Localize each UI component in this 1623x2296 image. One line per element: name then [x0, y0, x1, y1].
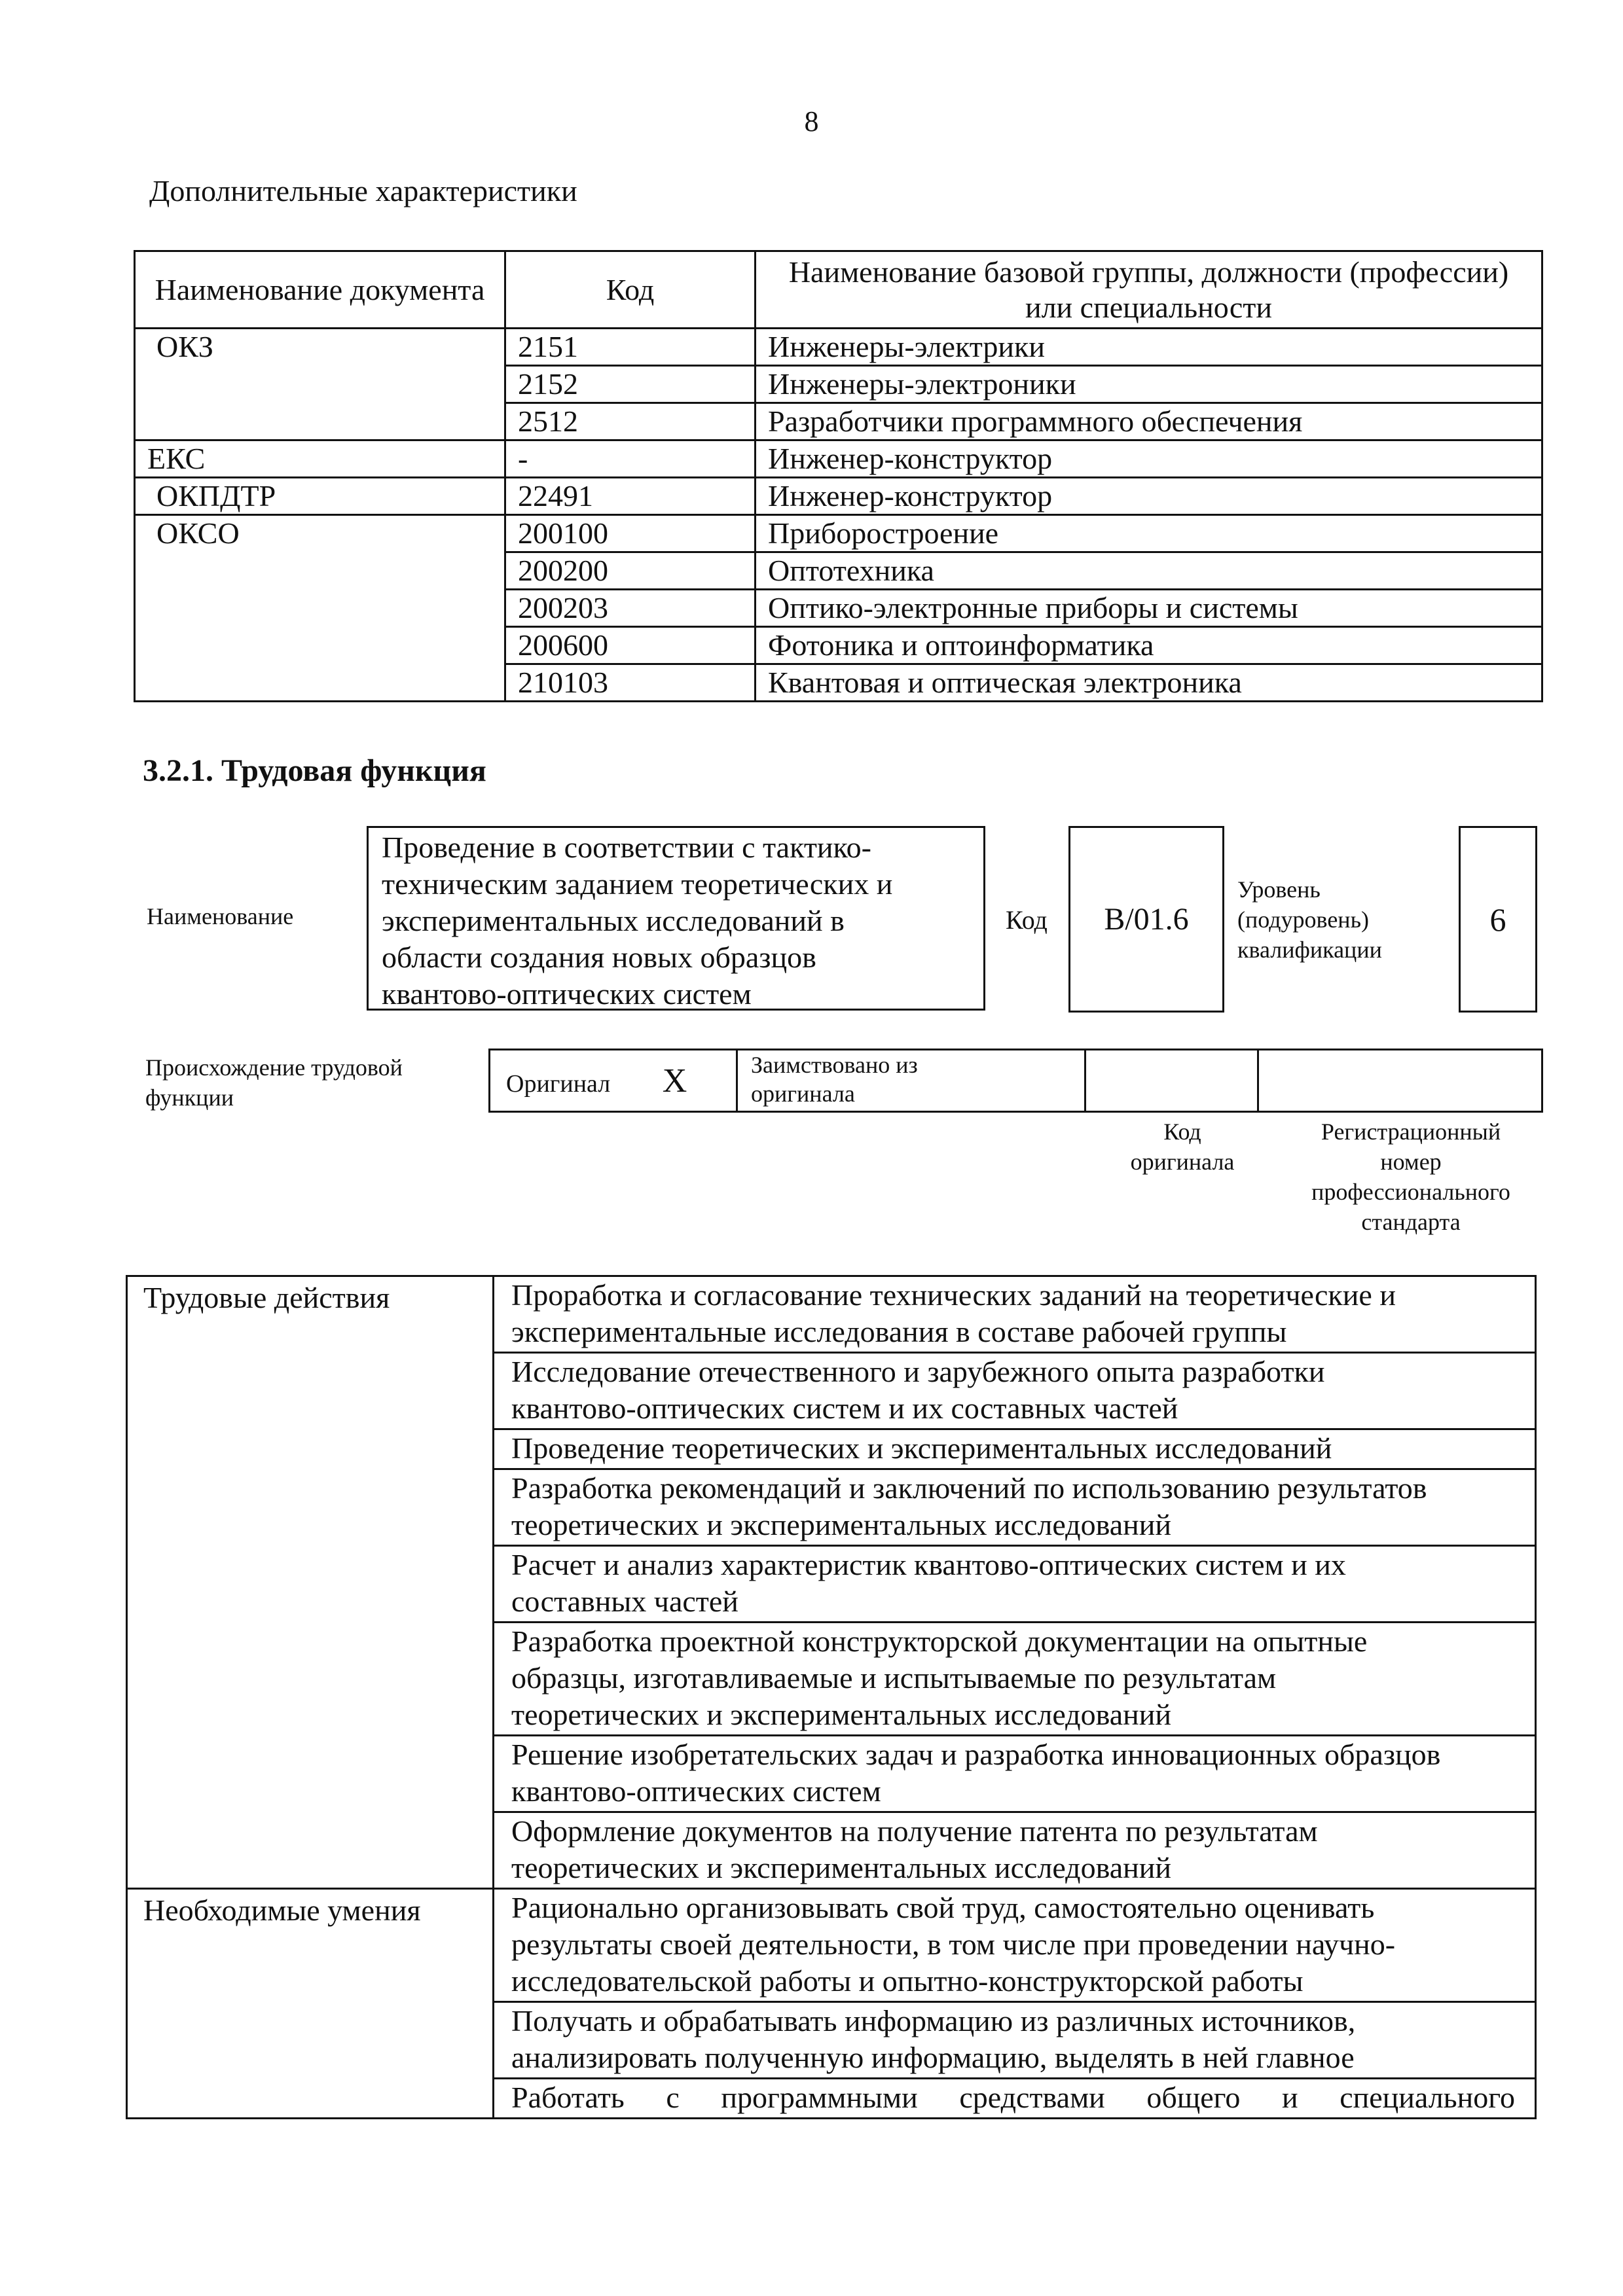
level-label-line: квалификации	[1237, 937, 1382, 963]
text-line: теоретических и экспериментальных исследований	[511, 1508, 1171, 1541]
caption-line: профессионального	[1311, 1179, 1510, 1205]
name-cell: Инженеры-электрики	[756, 329, 1542, 366]
name-cell: Фотоника и оптоинформатика	[756, 627, 1542, 664]
text-line: анализировать полученную информацию, выделять в ней главное	[511, 2041, 1355, 2074]
table-row	[135, 478, 1542, 515]
reg-number-caption	[1277, 1117, 1545, 1237]
code-cell: 2151	[505, 329, 756, 366]
text-line: образцы, изготавливаемые и испытываемые по результатам	[511, 1661, 1277, 1695]
origin-table	[488, 1049, 1543, 1113]
action-item	[494, 1812, 1536, 1889]
action-item	[494, 1623, 1536, 1736]
code-cell: 200600	[505, 627, 756, 664]
text-line: составных частей	[511, 1585, 739, 1618]
text-line: Решение изобретательских задач и разработка инновационных образцов	[511, 1738, 1441, 1771]
text-line: результаты своей деятельности, в том числе при проведении научно-	[511, 1928, 1396, 1961]
name-cell: Квантовая и оптическая электроника	[756, 664, 1542, 702]
skills-label: Необходимые умения	[127, 1889, 494, 2119]
text-line: Рационально организовывать свой труд, самостоятельно оценивать	[511, 1891, 1375, 1924]
actions-label: Трудовые действия	[127, 1276, 494, 1889]
code-cell: 200200	[505, 552, 756, 590]
name-cell: Разработчики программного обеспечения	[756, 403, 1542, 440]
name-cell: Приборостроение	[756, 515, 1542, 552]
action-item	[494, 1736, 1536, 1812]
text-line: теоретических и экспериментальных исследований	[511, 1851, 1171, 1884]
skill-item	[494, 2079, 1536, 2119]
section-title: Дополнительные характеристики	[149, 174, 577, 207]
doc-cell: ОКСО	[135, 515, 505, 702]
action-item	[494, 1429, 1536, 1469]
action-item	[494, 1353, 1536, 1429]
name-cell: Инженер-конструктор	[756, 440, 1542, 478]
text-line: Разработка рекомендаций и заключений по использованию результатов	[511, 1471, 1427, 1505]
skill-item	[494, 2002, 1536, 2079]
original-mark: X	[662, 1062, 687, 1100]
doc-cell: ЕКС	[135, 440, 505, 478]
text-line: исследовательской работы и опытно-конструкторской работы	[511, 1964, 1304, 1998]
text-line: Оформление документов на получение патента по результатам	[511, 1814, 1318, 1848]
doc-cell: ОКЗ	[135, 329, 505, 440]
code-cell: 210103	[505, 664, 756, 702]
origin-label	[145, 1052, 403, 1113]
code-cell: 2152	[505, 366, 756, 403]
level-value: 6	[1489, 901, 1506, 938]
function-name-line: экспериментальных исследований в	[382, 904, 845, 937]
original-cell	[490, 1050, 737, 1112]
name-cell: Оптико-электронные приборы и системы	[756, 590, 1542, 627]
origin-label-line: функции	[145, 1085, 234, 1111]
table-row	[135, 329, 1542, 366]
header-doc: Наименование документа	[135, 251, 505, 329]
function-name-box	[367, 826, 985, 1011]
labor-table	[126, 1275, 1537, 2119]
text-line: экспериментальные исследования в составе рабочей группы	[511, 1315, 1287, 1348]
caption-line: оригинала	[1130, 1149, 1235, 1175]
table-row	[135, 515, 1542, 552]
name-cell: Инженеры-электроники	[756, 366, 1542, 403]
origin-label-line: Происхождение трудовой	[145, 1054, 403, 1081]
skill-item	[494, 1889, 1536, 2002]
header-name: Наименование базовой группы, должности (профессии) или специальности	[756, 251, 1542, 329]
text-line: Проработка и согласование технических заданий на теоретические и	[511, 1278, 1396, 1312]
code-cell: 2512	[505, 403, 756, 440]
level-label	[1237, 874, 1382, 965]
text-line: теоретических и экспериментальных исследований	[511, 1698, 1171, 1731]
caption-line: Регистрационный	[1321, 1119, 1501, 1145]
function-name-line: области создания новых образцов	[382, 941, 816, 974]
level-label-line: Уровень	[1237, 876, 1321, 903]
caption-line: Код	[1163, 1119, 1201, 1145]
table-header-row	[135, 251, 1542, 329]
table-row	[135, 440, 1542, 478]
text-line: Проведение теоретических и экспериментальных исследований	[511, 1431, 1332, 1465]
text-line: Исследование отечественного и зарубежного опыта разработки	[511, 1355, 1325, 1388]
action-item	[494, 1469, 1536, 1546]
function-heading: 3.2.1. Трудовая функция	[143, 753, 486, 788]
code-cell: -	[505, 440, 756, 478]
text-line: Работать с программными средствами общего и специального	[511, 2081, 1515, 2114]
function-code-label: Код	[1006, 905, 1048, 935]
name-cell: Инженер-конструктор	[756, 478, 1542, 515]
doc-cell: ОКПДТР	[135, 478, 505, 515]
name-cell: Оптотехника	[756, 552, 1542, 590]
original-label: Оригинал	[506, 1069, 611, 1098]
code-cell: 200203	[505, 590, 756, 627]
reg-number-cell	[1258, 1050, 1542, 1112]
action-item	[494, 1546, 1536, 1623]
caption-line: стандарта	[1361, 1209, 1461, 1235]
borrowed-line: оригинала	[751, 1081, 855, 1107]
header-code: Код	[505, 251, 756, 329]
text-line: Разработка проектной конструкторской документации на опытные	[511, 1624, 1368, 1658]
level-box	[1459, 826, 1537, 1013]
text-line: Расчет и анализ характеристик квантово-оптических систем и их	[511, 1548, 1346, 1581]
table-row	[127, 1276, 1536, 1353]
function-name-line: техническим заданием теоретических и	[382, 867, 893, 901]
action-item	[494, 1276, 1536, 1353]
function-code: B/01.6	[1104, 902, 1189, 937]
text-line: квантово-оптических систем и их составных частей	[511, 1391, 1178, 1425]
text-line: Получать и обрабатывать информацию из различных источников,	[511, 2004, 1356, 2037]
caption-line: номер	[1380, 1149, 1442, 1175]
code-cell: 200100	[505, 515, 756, 552]
borrowed-cell	[737, 1050, 1085, 1112]
borrowed-line: Заимствовано из	[751, 1052, 918, 1078]
function-code-box	[1068, 826, 1224, 1013]
page-number: 8	[804, 105, 819, 137]
code-cell: 22491	[505, 478, 756, 515]
additional-characteristics-table	[134, 250, 1543, 702]
level-label-line: (подуровень)	[1237, 906, 1369, 933]
code-original-cell	[1085, 1050, 1258, 1112]
table-row	[127, 1889, 1536, 2002]
code-original-caption	[1097, 1117, 1267, 1177]
function-name-line: квантово-оптических систем	[382, 977, 752, 1011]
text-line: квантово-оптических систем	[511, 1774, 881, 1808]
function-name-label: Наименование	[147, 903, 294, 929]
function-name-line: Проведение в соответствии с тактико-	[382, 831, 871, 864]
